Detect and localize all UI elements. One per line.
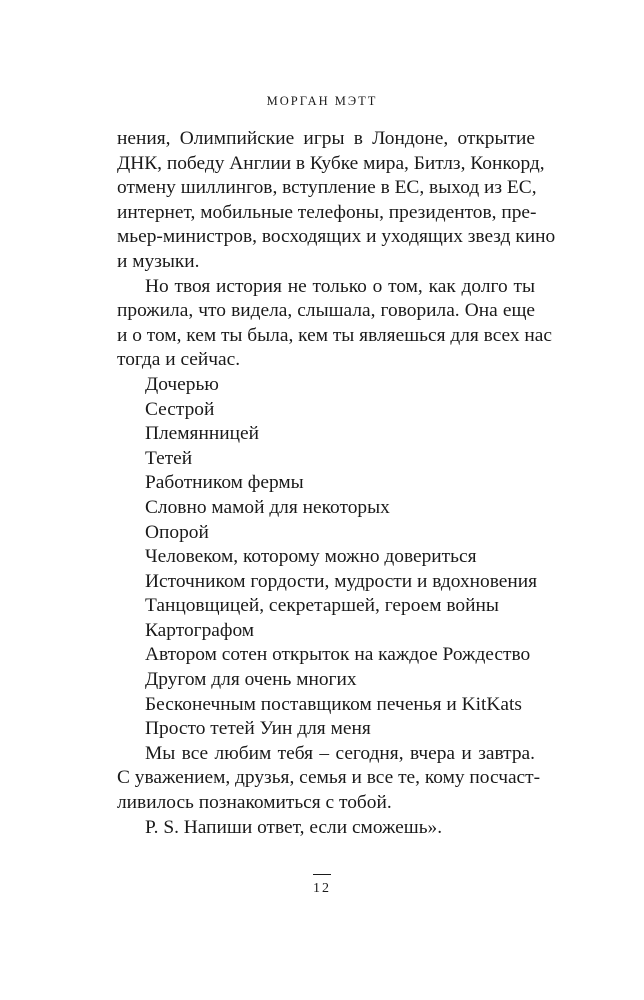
list-item: Просто тетей Уин для меня: [145, 718, 371, 740]
list-item: Тетей: [145, 447, 193, 469]
text-line: С уважением, друзья, семья и все те, кому посчаст-: [117, 767, 541, 789]
list-item: Сестрой: [145, 398, 215, 420]
list-item: Словно мамой для некоторых: [145, 496, 390, 518]
paragraph-3: [117, 742, 541, 816]
text-line: отмену шиллингов, вступление в ЕС, выход из ЕС,: [117, 177, 537, 199]
folio-rule: [313, 874, 331, 875]
paragraph-4: [117, 816, 535, 841]
list-item: Источником гордости, мудрости и вдохновения: [145, 570, 538, 592]
body-text: [117, 127, 556, 840]
text-line: прожила, что видела, слышала, говорила. Она еще: [117, 300, 535, 322]
text-line: Но твоя история не только о том, как долго ты: [145, 275, 535, 297]
text-line: Мы все любим тебя – сегодня, вчера и завтра.: [145, 742, 535, 764]
text-line: P. S. Напиши ответ, если сможешь».: [145, 816, 443, 838]
page-number: 12: [313, 881, 331, 896]
text-line: ливилось познакомиться с тобой.: [117, 792, 392, 814]
paragraph-2: [117, 275, 553, 373]
text-line: и музыки.: [117, 250, 200, 272]
list-item: Картографом: [145, 619, 255, 641]
list-item: Танцовщицей, секретаршей, героем войны: [145, 595, 499, 617]
text-line: мьер-министров, восходящих и уходящих звезд кино: [117, 226, 556, 248]
text-line: тогда и сейчас.: [117, 349, 241, 371]
paragraph-1: [117, 127, 556, 275]
list-item: Человеком, которому можно довериться: [145, 546, 477, 568]
text-line: интернет, мобильные телефоны, президентов, пре-: [117, 201, 537, 223]
list-item: Бесконечным поставщиком печенья и KitKats: [145, 693, 522, 715]
list-item: Автором сотен открыток на каждое Рождество: [145, 644, 531, 666]
list-item: Племянницей: [145, 423, 259, 445]
list-item: Другом для очень многих: [145, 669, 357, 691]
list-item: Опорой: [145, 521, 209, 543]
text-line: нения, Олимпийские игры в Лондоне, открытие: [117, 128, 535, 149]
list-item: Дочерью: [145, 373, 219, 395]
running-head: МОРГАН МЭТТ: [266, 94, 378, 108]
text-line: ДНК, победу Англии в Кубке мира, Битлз, Конкорд,: [117, 152, 545, 174]
roles-list: [117, 373, 538, 742]
text-line: и о том, кем ты была, кем ты являешься для всех нас: [117, 324, 553, 346]
list-item: Работником фермы: [145, 472, 304, 494]
